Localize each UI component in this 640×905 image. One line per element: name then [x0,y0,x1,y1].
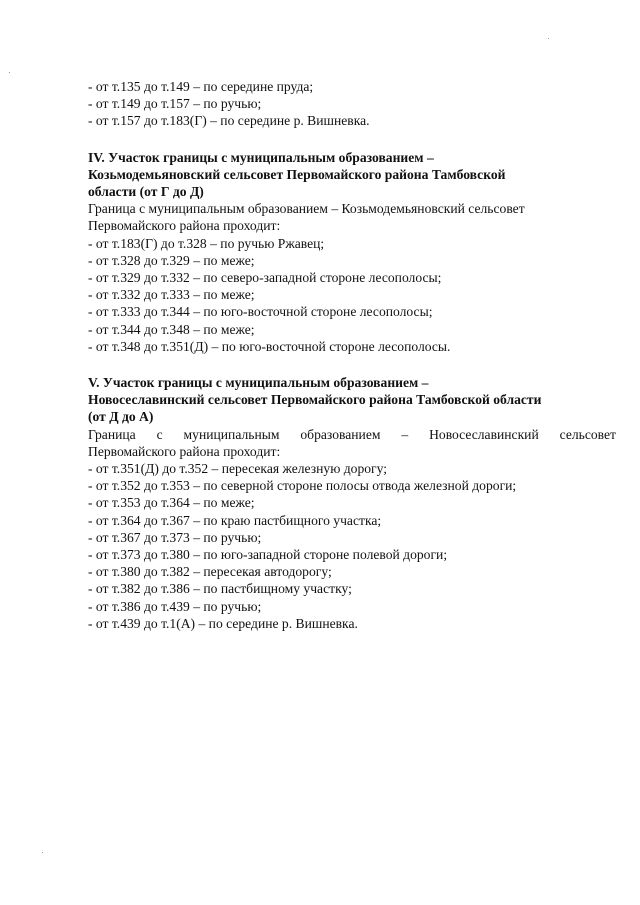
section-v-heading [88,374,616,426]
scan-speck [42,852,43,853]
list-item: - от т.352 до т.353 – по северной стороне полосы отвода железной дороги; [88,478,517,494]
list-item: - от т.380 до т.382 – пересекая автодорогу; [88,564,332,580]
list-item: - от т.351(Д) до т.352 – пересекая железную дорогу; [88,461,388,477]
section-v-description-line: Граница с муниципальным образованием – Новосеславинский сельсовет [88,426,616,442]
list-item: - от т.364 до т.367 – по краю пастбищного участка; [88,512,382,528]
list-item: - от т.344 до т.348 – по меже; [88,321,255,337]
section-v [88,374,616,632]
list-item: - от т.328 до т.329 – по меже; [88,252,255,268]
section-iv-description-line: Граница с муниципальным образованием – Козьмодемьяновский сельсовет [88,201,525,217]
heading-line: IV. Участок границы с муниципальным образованием – [88,149,434,165]
section-iv-heading [88,149,616,201]
section-v-description-line: Первомайского района проходит: [88,443,281,459]
scan-speck [548,38,549,39]
section-iv [88,149,616,355]
list-item: - от т.333 до т.344 – по юго-восточной стороне лесополосы; [88,304,433,320]
list-item: - от т.157 до т.183(Г) – по середине р. Вишневка. [88,113,370,129]
section-gap [88,130,616,149]
scan-speck [9,72,10,73]
list-item: - от т.135 до т.149 – по середине пруда; [88,79,314,94]
list-item: - от т.382 до т.386 – по пастбищному участку; [88,581,352,597]
heading-line: (от Д до А) [88,409,154,425]
list-item: - от т.367 до т.373 – по ручью; [88,529,262,545]
list-item: - от т.329 до т.332 – по северо-западной стороне лесополосы; [88,270,442,286]
list-item: - от т.183(Г) до т.328 – по ручью Ржавец; [88,235,325,251]
section-v-list [88,460,616,632]
heading-line: Новосеславинский сельсовет Первомайского района Тамбовской области [88,392,542,408]
section-gap [88,355,616,374]
list-item: - от т.353 до т.364 – по меже; [88,495,255,511]
list-item: - от т.373 до т.380 – по юго-западной стороне полевой дороги; [88,547,448,563]
heading-line: Козьмодемьяновский сельсовет Первомайского района Тамбовской [88,166,506,182]
heading-line: V. Участок границы с муниципальным образованием – [88,375,429,391]
section-iv-list [88,235,616,355]
list-item: - от т.332 до т.333 – по меже; [88,287,255,303]
list-item: - от т.386 до т.439 – по ручью; [88,598,262,614]
intro-list [88,78,616,130]
heading-line: области (от Г до Д) [88,184,204,200]
document-page [88,78,616,632]
list-item: - от т.348 до т.351(Д) – по юго-восточной стороне лесополосы. [88,338,451,354]
list-item: - от т.149 до т.157 – по ручью; [88,96,262,112]
list-item: - от т.439 до т.1(А) – по середине р. Вишневка. [88,615,358,631]
section-iv-description-line: Первомайского района проходит: [88,218,281,234]
